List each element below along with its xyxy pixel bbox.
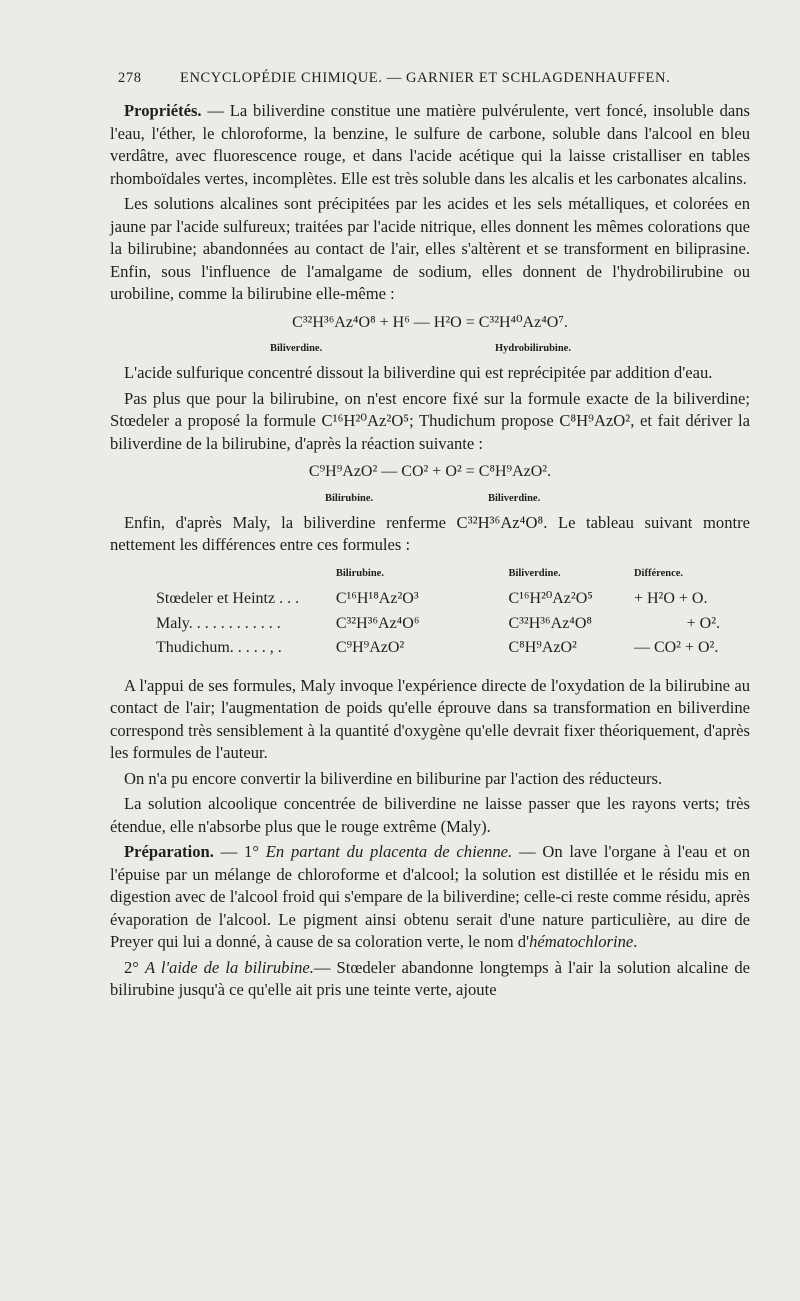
- table-cell: C⁸H⁹AzO²: [508, 639, 577, 656]
- equation-1: C³²H³⁶Az⁴O⁸ + H⁶ — H²O = C³²H⁴⁰Az⁴O⁷.: [292, 313, 568, 331]
- paragraph-oxydation: A l'appui de ses formules, Maly invoque l'expérience directe de l'oxydation de la bilirubine au contact de l'air; l'augmentation de poids qu'elle éprouve dans sa transformation en biliverdine correspond très sensiblement à la quantité d'oxygène qu'elle devrait fixer théoriquement, d'après les formules de l'auteur.: [110, 675, 750, 762]
- page-number: 278: [118, 70, 142, 86]
- equation-1-labels: [110, 338, 750, 354]
- table-cell: — CO² + O².: [633, 639, 719, 656]
- paragraph-reducteurs: On n'a pu encore convertir la biliverdine en biliburine par l'action des réducteurs.: [124, 768, 663, 788]
- equation-2-labels: [110, 488, 750, 504]
- table-cell: Thudichum. . . . . , .: [156, 639, 282, 656]
- text-fragment: — Stœdeler abandonne longtemps à l'air la solution alcaline de bilirubine jusqu'à ce qu'elle ait pris une teinte verte, ajoute: [110, 957, 750, 999]
- table-cell: C¹⁶H¹⁸Az²O³: [335, 590, 419, 607]
- method-title: En partant du placenta de chienne.: [265, 842, 513, 861]
- table-cell: C⁹H⁹AzO²: [335, 639, 405, 656]
- page-body: [110, 100, 750, 1005]
- paragraph-text: — La biliverdine constitue une matière pulvérulente, vert foncé, insoluble dans l'eau, l'éther, le chloroforme, la benzine, le sulfure de carbone, soluble dans l'alcool en bleu verdâtre, avec fluorescence rouge, et dans l'acide acétique qui la laisse cristalliser en tables rhomboïdales vertes, incomplètes. Elle est très soluble dans les alcalis et les carbonates alcalins.: [110, 101, 750, 188]
- table-header: [156, 563, 336, 588]
- table-cell: + H²O + O.: [633, 590, 708, 607]
- paragraph-maly: Enfin, d'après Maly, la biliverdine renferme C³²H³⁶Az⁴O⁸. Le tableau suivant montre nettement les différences entre ces formules :: [110, 512, 750, 554]
- table-cell: C³²H³⁶Az⁴O⁸: [508, 614, 592, 632]
- method-title: A l'aide de la bilirubine.: [144, 957, 314, 977]
- table-cell: Maly. . . . . . . . . . . .: [156, 614, 281, 632]
- paragraph-formule: Pas plus que pour la bilirubine, on n'est encore fixé sur la formule exacte de la biliverdine; Stœdeler a proposé la formule C¹⁶H²⁰Az²O⁵; Thudichum propose C⁸H⁹AzO², et fait dériver la biliverdine de la bilirubine, d'après la réaction suivante :: [110, 388, 750, 453]
- section-heading-proprietes: Propriétés.: [124, 101, 202, 120]
- text-fragment: .: [633, 932, 638, 951]
- paragraph-solution-alcoolique: La solution alcoolique concentrée de biliverdine ne laisse passer que les rayons verts; très étendue, elle n'absorbe plus que le rouge extrême (Maly).: [110, 794, 750, 836]
- table-header: Différence.: [633, 567, 684, 579]
- running-title: ENCYCLOPÉDIE CHIMIQUE. — GARNIER ET SCHLAGDENHAUFFEN.: [180, 70, 671, 86]
- paragraph-acide-sulfurique: L'acide sulfurique concentré dissout la biliverdine qui est reprécipitée par addition d'eau.: [124, 363, 713, 382]
- table-header: Biliverdine.: [508, 567, 561, 579]
- paragraph-solutions: Les solutions alcalines sont précipitées par les acides et les sels métalliques, et colorées en jaune par l'acide sulfureux; traitées par l'acide nitrique, elles donnent les mêmes colorations que la bilirubine; abandonnées au contact de l'air, elles s'altèrent et se transforment en biliprasine. Enfin, sous l'influence de l'amalgame de sodium, elles donnent de l'hydrobilirubine ou urobiline, comme la bilirubine elle-même :: [110, 194, 750, 303]
- paragraph-preparation-1: [110, 841, 750, 954]
- text-fragment: — On lave l'organe à l'eau et on l'épuise par un mélange de chloroforme et d'alcool; la solution est distillée et le résidu mis en digestion avec de l'alcool froid qui s'empare de la biliverdine; celle-ci reste comme résidu, après évaporation de l'alcool. Le pigment ainsi obtenu serait d'une nature particulière, au dire de Preyer qui lui a donné, à cause de sa coloration verte, le nom d': [110, 842, 750, 951]
- table-cell: C³²H³⁶Az⁴O⁶: [335, 614, 420, 632]
- table-cell: C¹⁶H²⁰Az²O⁵: [508, 590, 593, 607]
- paragraph-proprietes: [110, 100, 750, 190]
- term: hématochlorine: [529, 932, 634, 951]
- section-heading-preparation: Préparation.: [124, 842, 214, 861]
- running-header: [118, 70, 748, 87]
- table-row: [156, 612, 750, 637]
- comparison-table: [156, 563, 750, 661]
- equation-label: Hydrobilirubine.: [495, 343, 571, 354]
- paragraph-preparation-2: [110, 957, 750, 1002]
- table-row: [156, 636, 750, 661]
- equation-label: Biliverdine.: [488, 492, 541, 504]
- equation-label: Bilirubine.: [325, 492, 374, 504]
- equation-label: Biliverdine.: [270, 343, 323, 354]
- table-cell: Stœdeler et Heintz . . .: [156, 590, 300, 607]
- table-header-row: [156, 563, 750, 588]
- table-header: Bilirubine.: [335, 567, 384, 579]
- text-fragment: 2°: [124, 957, 145, 977]
- table-row: [156, 587, 750, 612]
- table-cell: + O².: [686, 614, 720, 632]
- equation-2: C⁹H⁹AzO² — CO² + O² = C⁸H⁹AzO².: [308, 463, 552, 480]
- text-fragment: — 1°: [213, 842, 266, 861]
